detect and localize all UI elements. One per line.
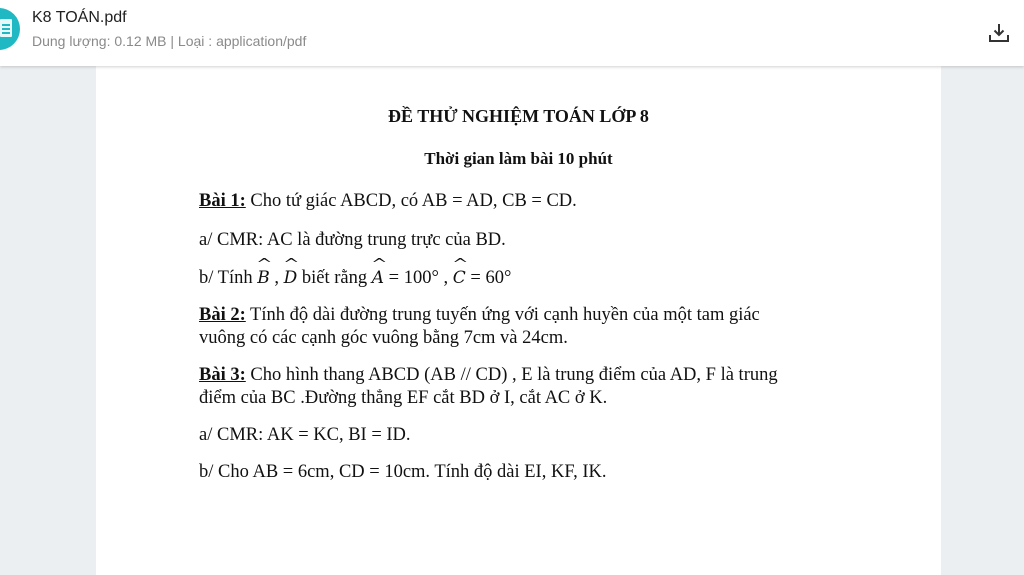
pdf-page [96, 66, 941, 575]
file-name: K8 TOÁN.pdf [32, 9, 127, 26]
document-subtitle: Thời gian làm bài 10 phút [424, 149, 613, 168]
bai1-part-a: a/ CMR: AC là đường trung trực của BD. [199, 230, 506, 250]
bai1-text: Cho tứ giác ABCD, có AB = AD, CB = CD. [245, 191, 577, 211]
angle-b: ^ B [257, 268, 270, 288]
angle-d: ^ D [284, 268, 298, 288]
bai1-b-mid: biết rằng [297, 268, 372, 288]
file-sheet-glyph [0, 19, 12, 37]
bai3-part-a: a/ CMR: AK = KC, BI = ID. [199, 425, 411, 445]
bai2-label: Bài 2: [199, 305, 246, 325]
bai3-part-b: b/ Cho AB = 6cm, CD = 10cm. Tính độ dài EI, KF, IK. [199, 462, 607, 482]
file-meta: Dung lượng: 0.12 MB | Loại : application/pdf [32, 33, 307, 49]
pdf-viewer[interactable] [0, 66, 1024, 575]
bai3-text-2: điểm của BC .Đường thẳng EF cắt BD ở I, cắt AC ở K. [199, 388, 608, 408]
bai1-b-comma: , [269, 268, 284, 288]
bai3-text-1: Cho hình thang ABCD (AB // CD) , E là trung điểm của AD, F là trung [245, 365, 778, 385]
bai1-part-b [199, 268, 511, 289]
angle-a-value: = 100° , [384, 268, 453, 288]
bai1-statement [199, 191, 577, 212]
bai2-text-2: vuông có các cạnh góc vuông bằng 7cm và 24cm. [199, 328, 568, 348]
bai2-text-1: Tính độ dài đường trung tuyến ứng với cạnh huyền của một tam giác [245, 305, 760, 325]
angle-a: ^ A [372, 268, 384, 288]
bai2-statement [199, 305, 760, 326]
angle-c-value: = 60° [465, 268, 512, 288]
bai1-b-prefix: b/ Tính [199, 268, 258, 288]
download-button[interactable] [984, 18, 1014, 48]
file-header [0, 0, 1024, 66]
bai3-statement [199, 365, 778, 386]
angle-c: ^ C [453, 268, 466, 288]
download-icon [988, 22, 1010, 44]
bai1-label: Bài 1: [199, 191, 246, 211]
file-document-icon [0, 8, 20, 50]
document-title: ĐỀ THỬ NGHIỆM TOÁN LỚP 8 [388, 106, 649, 126]
bai3-label: Bài 3: [199, 365, 246, 385]
